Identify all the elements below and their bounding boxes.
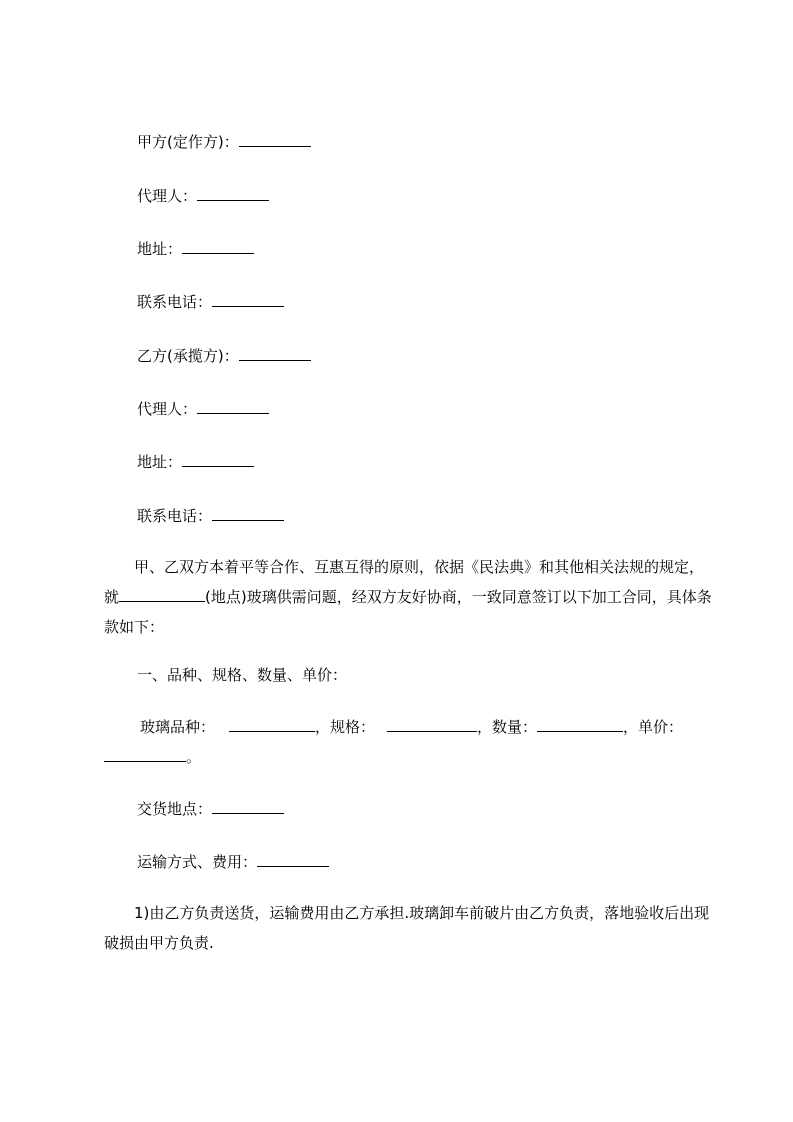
- quantity-blank: [537, 717, 623, 732]
- party-b-agent-line: [137, 399, 269, 419]
- unit-price-label: ，单价：: [623, 718, 684, 736]
- party-a-address-blank: [182, 239, 254, 254]
- unit-price-blank: [104, 747, 186, 762]
- party-b-name-blank: [239, 346, 311, 361]
- intro-text-1: 甲、乙双方本着平等合作、互惠互得的原则，依据《民法典》和其他相关法规的规定，就: [104, 558, 705, 606]
- party-b-phone-label: 联系电话：: [137, 507, 213, 525]
- party-b-address-blank: [182, 452, 254, 467]
- section1-heading: [137, 665, 347, 685]
- section1-heading-text: 一、品种、规格、数量、单价：: [137, 666, 348, 684]
- clause-1-paragraph: [104, 898, 714, 958]
- party-a-phone-line: [137, 292, 284, 312]
- delivery-place-label: 交货地点：: [137, 800, 213, 818]
- party-a-name-blank: [239, 132, 311, 147]
- intro-text-2: (地点)玻璃供需问题，经双方友好协商，一致同意签订以下加工合同，具体条款如下：: [104, 588, 712, 636]
- clause-1-text: 1)由乙方负责送货，运输费用由乙方承担.玻璃卸车前破片由乙方负责，落地验收后出现破损由甲方负责.: [104, 904, 710, 952]
- glass-type-blank: [229, 717, 315, 732]
- party-a-address-label: 地址：: [137, 240, 183, 258]
- delivery-place-line: [137, 799, 284, 819]
- party-b-phone-line: [137, 506, 284, 526]
- party-a-phone-label: 联系电话：: [137, 293, 213, 311]
- party-b-title-line: [137, 346, 311, 366]
- party-b-title: 乙方(承揽方)：: [137, 347, 239, 365]
- glass-type-label: 玻璃品种：: [140, 718, 216, 736]
- party-a-title-line: [137, 132, 311, 152]
- glass-spec-end: 。: [186, 748, 202, 766]
- party-b-address-line: [137, 452, 254, 472]
- party-a-agent-line: [137, 186, 269, 206]
- spec-blank: [387, 717, 477, 732]
- intro-paragraph: [104, 552, 714, 642]
- transport-blank: [257, 852, 329, 867]
- party-a-phone-blank: [212, 292, 284, 307]
- party-b-address-label: 地址：: [137, 453, 183, 471]
- glass-spec-paragraph: [104, 712, 714, 772]
- transport-label: 运输方式、费用：: [137, 853, 258, 871]
- party-a-agent-label: 代理人：: [137, 187, 198, 205]
- party-a-address-line: [137, 239, 254, 259]
- quantity-label: ，数量：: [477, 718, 538, 736]
- party-a-title: 甲方(定作方)：: [137, 133, 239, 151]
- delivery-place-blank: [212, 799, 284, 814]
- location-blank: [119, 587, 205, 602]
- party-a-agent-blank: [197, 186, 269, 201]
- party-b-agent-blank: [197, 399, 269, 414]
- party-b-agent-label: 代理人：: [137, 400, 198, 418]
- party-b-phone-blank: [212, 506, 284, 521]
- spec-label: ，规格：: [315, 718, 376, 736]
- transport-line: [137, 852, 329, 872]
